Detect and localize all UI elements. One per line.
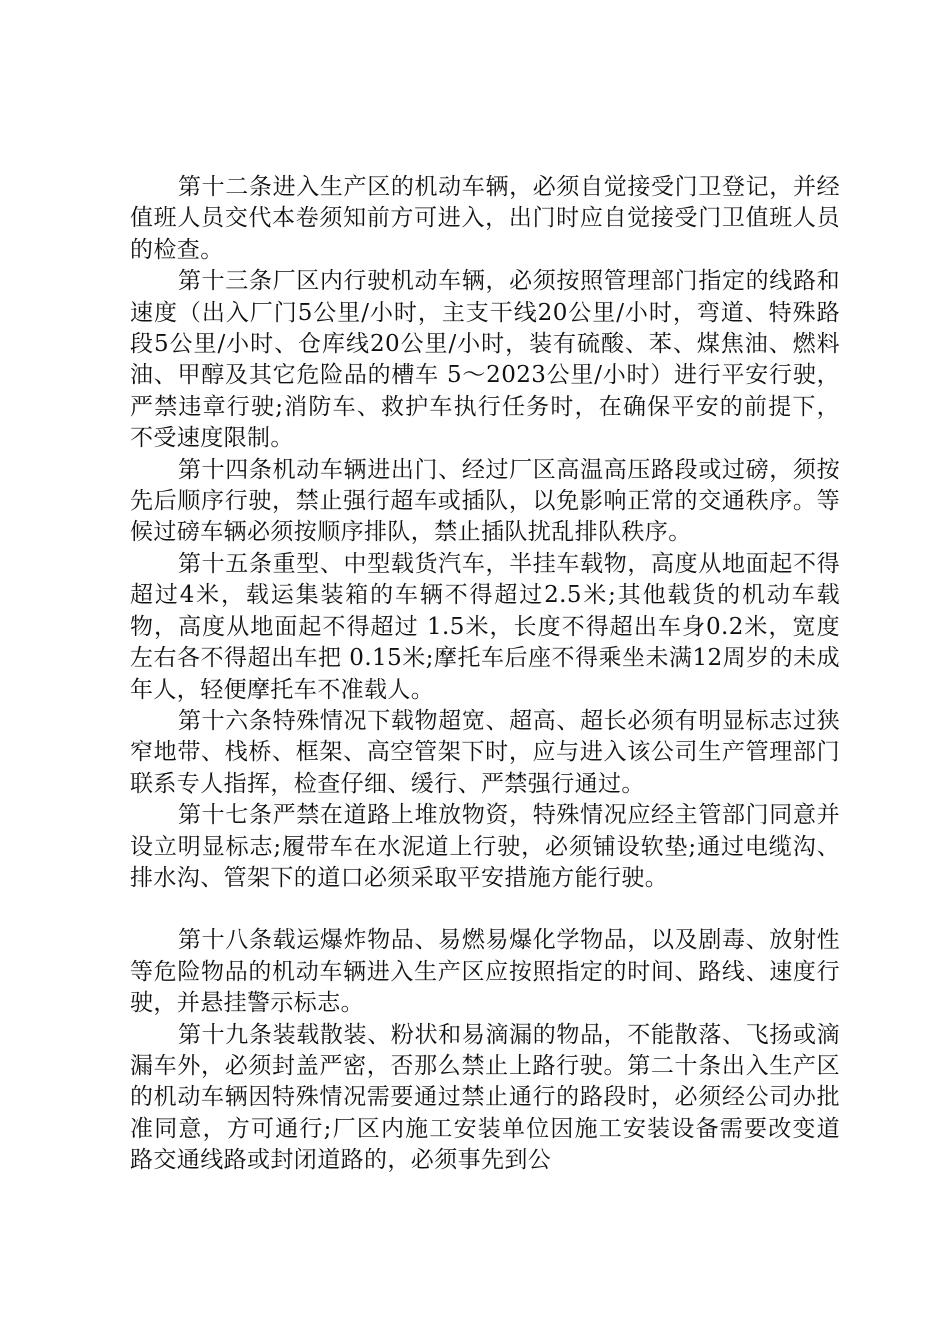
document-body <box>130 172 840 1177</box>
paragraph-article-13: 第十三条厂区内行驶机动车辆，必须按照管理部门指定的线路和速度（出入厂门5公里/小时，主支干线20公里/小时，弯道、特殊路段5公里/小时、仓库线20公里/小时，装有硫酸、苯、煤焦油、燃料油、甲醇及其它危险品的槽车 5～2023公里/小时）进行平安行驶，严禁违章行驶;消防车、救护车执行任务时，在确保平安的前提下，不受速度限制。 <box>130 268 840 452</box>
paragraph-article-17: 第十七条严禁在道路上堆放物资，特殊情况应经主管部门同意并设立明显标志;履带车在水泥道上行驶，必须铺设软垫;通过电缆沟、排水沟、管架下的道口必须采取平安措施方能行驶。 <box>130 802 840 891</box>
paragraph-article-18: 第十八条载运爆炸物品、易燃易爆化学物品，以及剧毒、放射性等危险物品的机动车辆进入生产区应按照指定的时间、路线、速度行驶，并悬挂警示标志。 <box>130 927 840 1017</box>
paragraph-article-19-20: 第十九条装载散装、粉状和易滴漏的物品，不能散落、飞扬或滴漏车外，必须封盖严密，否那么禁止上路行驶。第二十条出入生产区的机动车辆因特殊情况需要通过禁止通行的路段时，必须经公司办批准同意，方可通行;厂区内施工安装单位因施工安装设备需要改变道路交通线路或封闭道路的，必须事先到公 <box>130 1021 840 1174</box>
paragraph-article-15: 第十五条重型、中型载货汽车，半挂车载物，高度从地面起不得超过4米，载运集装箱的车辆不得超过2.5米;其他载货的机动车载物，高度从地面起不得超过 1.5米，长度不得超出车身0.2米，宽度左右各不得超出车把 0.15米;摩托车后座不得乘坐未满12周岁的未成年人，轻便摩托车不准载人。 <box>130 550 840 703</box>
paragraph-article-12: 第十二条进入生产区的机动车辆，必须自觉接受门卫登记，并经值班人员交代本卷须知前方可进入，出门时应自觉接受门卫值班人员的检查。 <box>130 174 840 263</box>
paragraph-article-14: 第十四条机动车辆进出门、经过厂区高温高压路段或过磅，须按先后顺序行驶，禁止强行超车或插队，以免影响正常的交通秩序。等候过磅车辆必须按顺序排队，禁止插队扰乱排队秩序。 <box>130 456 840 546</box>
paragraph-article-16: 第十六条特殊情况下载物超宽、超高、超长必须有明显标志过狭窄地带、栈桥、框架、高空管架下时，应与进入该公司生产管理部门联系专人指挥，检查仔细、缓行、严禁强行通过。 <box>130 707 840 797</box>
paragraph-spacer <box>130 894 840 925</box>
